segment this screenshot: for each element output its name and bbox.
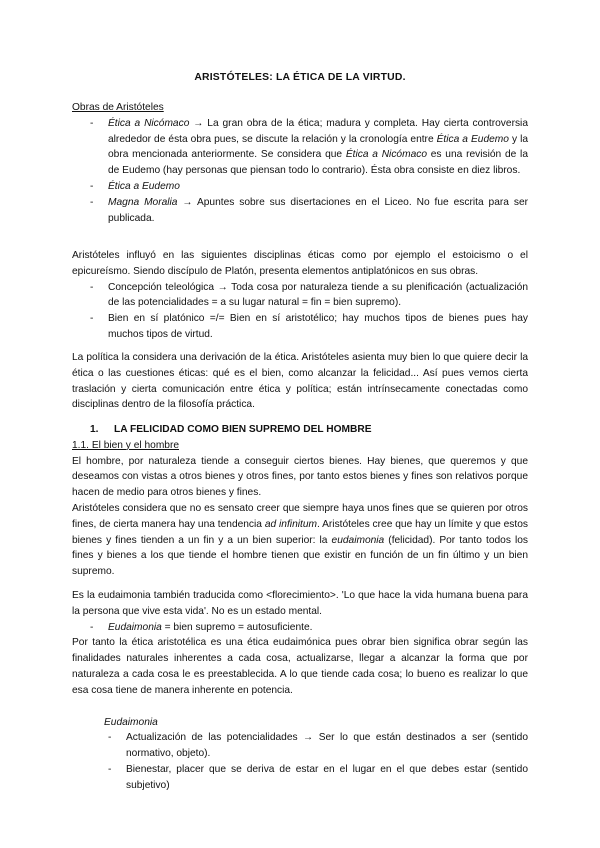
document-title: ARISTÓTELES: LA ÉTICA DE LA VIRTUD. xyxy=(194,72,406,83)
list-item: - Eudaimonia = bien supremo = autosuficiente. xyxy=(72,620,528,636)
list-item: - Bienestar, placer que se deriva de estar en el lugar en el que debes estar (sentido subjetivo) xyxy=(72,762,528,794)
paragraph: El hombre, por naturaleza tiende a conseguir ciertos bienes. Hay bienes, que queremos y que deseamos con vistas a otros bienes y otros fines, por tanto estos bienes y fines son relativos porque hacen de medio para otros bienes y fines. xyxy=(72,455,528,499)
list-item: - Concepción teleológica → Toda cosa por naturaleza tiende a su plenificación (actualización de las potencialidades = a su lugar natural = fin = bien supremo). xyxy=(72,280,528,312)
influencia-list xyxy=(72,280,528,343)
obras-heading: Obras de Aristóteles xyxy=(72,102,164,113)
eudaimonia-label: Eudaimonia xyxy=(104,716,158,728)
influencia-section xyxy=(72,248,528,343)
paragraph: Es la eudaimonia también traducida como <florecimiento>. 'Lo que hace la vida humana buena para la persona que vive esta vida'. No es un estado mental. xyxy=(72,589,528,617)
obras-section xyxy=(72,100,528,226)
subsection-heading: 1.1. El bien y el hombre xyxy=(72,439,180,451)
paragraph: Aristóteles considera que no es sensato creer que siempre haya unos fines que se quieren por otros fines, de cierta manera hay una tendencia ad infinitum. Aristóteles cree que hay un límite y que estos bienes y fines tienden a un fin y a un bien superior: la eudaimonia (felicidad). Por tanto todos los fines y bienes a los que tiende el hombre tienen que existir en función de un fin último y un bien supremo. xyxy=(72,502,528,578)
section-heading xyxy=(72,422,528,438)
influencia-paragraph: Aristóteles influyó en las siguientes disciplinas éticas como por ejemplo el estoicismo o el epicureísmo. Siendo discípulo de Platón, presenta elementos antiplatónicos en sus obras. xyxy=(72,250,528,277)
list-item: - Magna Moralia → Apuntes sobre sus disertaciones en el Liceo. No fue escrita para ser publicada. xyxy=(72,195,528,227)
politica-section xyxy=(72,350,528,413)
list-item: - Actualización de las potencialidades → Ser lo que están destinados a ser (sentido normativo, objeto). xyxy=(72,730,528,762)
politica-paragraph: La política la considera una derivación de la ética. Aristóteles asienta muy bien lo que quiere decir la ética o las cuestiones éticas: qué es el bien, como alcanzar la felicidad... Así pues vemos cierta traslación y cierta comunicación entre ética y política; están intrínsecamente conectadas como disciplinas dentro de la filosofía práctica. xyxy=(72,352,528,411)
eudaimonia-definition xyxy=(72,620,528,636)
paragraph: Por tanto la ética aristotélica es una ética eudaimónica pues obrar bien significa obrar según las finalidades naturales inherentes a cada cosa, actualizarse, llegar a alcanzar la forma que por naturaleza a cada cosa le es preestablecida. A lo que tiende cada cosa; lo bueno es realizar lo que esa cosa tiene de manera inherente en potencia. xyxy=(72,637,528,696)
eudaimonia-list xyxy=(72,730,528,793)
list-item: - Ética a Nicómaco → La gran obra de la ética; madura y completa. Hay cierta controversia alrededor de ésta obra pues, se discute la relación y la cronología entre Ética a Eudemo y la obra mencionada anteriormente. Se considera que Ética a Nicómaco es una revisión de la de Eudemo (hay personas que piensan todo lo contrario). Ésta obra consiste en diez libros. xyxy=(72,116,528,179)
section-1 xyxy=(72,422,528,794)
list-item: - Bien en sí platónico =/= Bien en sí aristotélico; hay muchos tipos de bienes pues hay muchos tipos de virtud. xyxy=(72,311,528,343)
obras-list xyxy=(72,116,528,227)
section-title: LA FELICIDAD COMO BIEN SUPREMO DEL HOMBRE xyxy=(114,424,372,435)
list-item: - Ética a Eudemo xyxy=(72,179,528,195)
section-number: 1. xyxy=(90,424,99,435)
